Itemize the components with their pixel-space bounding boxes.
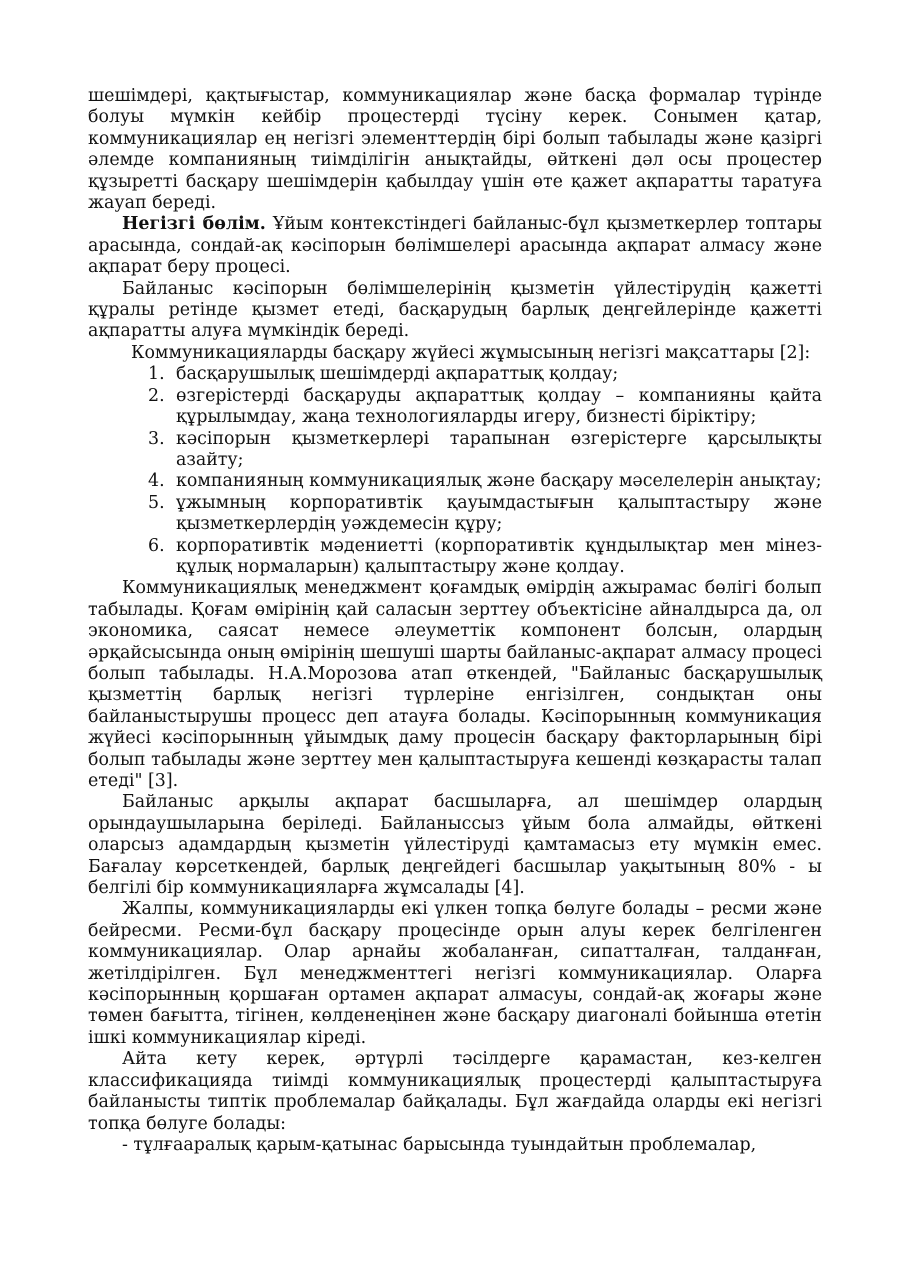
- list-item: [88, 429, 822, 472]
- paragraph-formal-informal: Жалпы, коммуникацияларды екі үлкен топқа бөлуге болады – ресми және бейресми. Ресми-бұл басқару процесінде орын алуы керек белгіленген коммуникациялар. Олар арнайы жобаланған, сипатталған, талданған, жетілдірілген. Бұл менеджменттегі негізгі коммуникациялар. Оларға кәсіпорынның қоршаған ортамен ақпарат алмасуы, сондай-ақ жоғары және төмен бағытта, тігінен, көлденеңінен және басқару диагоналі бойынша өтетін ішкі коммуникациялар кіреді.: [88, 899, 822, 1048]
- paragraph-goals-intro: Коммуникацияларды басқару жүйесі жұмысының негізгі мақсаттары [2]:: [131, 342, 811, 363]
- paragraph-intro: шешімдері, қақтығыстар, коммуникациялар және басқа формалар түрінде болуы мүмкін кейбір процестерді түсіну керек. Сонымен қатар, коммуникациялар ең негізгі элементтердің бірі болып табылады және қазіргі әлемде компанияның тиімділігін анықтайды, өйткені дәл осы процестер құзыретті басқару шешімдерін қабылдау үшін өте қажет ақпаратты таратуға жауап береді.: [88, 86, 822, 214]
- list-item: [88, 471, 822, 492]
- paragraph-main-section: [88, 214, 822, 278]
- list-item: [88, 536, 822, 579]
- paragraph-information-flow: Байланыс арқылы ақпарат басшыларға, ал шешімдер олардың орындаушыларына беріледі. Байланыссыз ұйым бола алмайды, өйткені оларсыз адамдардың қызметін үйлестіруді қамтамасыз ету мүмкін емес. Бағалау көрсеткендей, барлық деңгейдегі басшылар уақытының 80% - ы белгілі бір коммуникацияларға жұмсалады [4].: [88, 792, 822, 899]
- list-item-number: 4.: [148, 471, 165, 492]
- list-item-number: 1.: [148, 364, 165, 385]
- list-item-number: 6.: [148, 535, 165, 556]
- section-heading: Негізгі бөлім.: [122, 214, 266, 235]
- list-item-text: компанияның коммуникациялық және басқару мәселелерін анықтау;: [176, 471, 822, 492]
- paragraph-typical-problems: Айта кету керек, әртүрлі тәсілдерге қарамастан, кез-келген классификацияда тиімді коммуникациялық процестерді қалыптастыруға байланысты типтік проблемалар байқалады. Бұл жағдайда оларды екі негізгі топқа бөлуге болады:: [88, 1049, 822, 1134]
- list-item: [88, 364, 822, 385]
- list-item: [88, 386, 822, 429]
- paragraph-communication-role: Байланыс кәсіпорын бөлімшелерінің қызметін үйлестірудің қажетті құралы ретінде қызмет етеді, басқарудың барлық деңгейлерінде қажетті ақпаратты алуға мүмкіндік береді.: [88, 278, 822, 342]
- document-page: [88, 86, 822, 1156]
- list-item-number: 3.: [148, 428, 165, 449]
- list-item-text: корпоративтік мәдениетті (корпоративтік құндылықтар мен мінез-құлық нормаларын) қалыптастыру және қолдау.: [176, 535, 822, 577]
- paragraph-communication-management: Коммуникациялық менеджмент қоғамдық өмірдің ажырамас бөлігі болып табылады. Қоғам өмірінің қай саласын зерттеу объектісіне айналдырса да, ол экономика, саясат немесе әлеуметтік компонент болсын, олардың әрқайсысында оның өмірінің шешуші шарты байланыс-ақпарат алмасу процесі болып табылады. Н.А.Морозова атап өткендей, "Байланыс басқарушылық қызметтің барлық негізгі түрлеріне енгізілген, сондықтан оны байланыстырушы процесс деп атауға болады. Кәсіпорынның коммуникация жүйесі кәсіпорынның ұйымдық даму процесін басқару факторларының бірі болып табылады және зерттеу мен қалыптастыруға кешенді көзқарасты талап етеді" [3].: [88, 578, 822, 791]
- paragraph-interpersonal-problems: - тұлғааралық қарым-қатынас барысында туындайтын проблемалар,: [122, 1134, 757, 1155]
- list-item-number: 2.: [148, 385, 165, 406]
- list-item-text: кәсіпорын қызметкерлері тарапынан өзгерістерге қарсылықты азайту;: [176, 428, 822, 470]
- list-item-text: ұжымның корпоративтік қауымдастығын қалыптастыру және қызметкерлердің уәждемесін құру;: [176, 492, 822, 535]
- list-item-text: өзгерістерді басқаруды ақпараттық қолдау – компанияны қайта құрылымдау, жаңа технологияларды игеру, бизнесті біріктіру;: [176, 385, 822, 428]
- list-item: [88, 493, 822, 536]
- list-item-number: 5.: [148, 492, 165, 513]
- goals-list: [88, 364, 822, 578]
- section-heading-text: Ұйым контекстіндегі байланыс-бұл қызметкерлер топтары арасында, сондай-ақ кәсіпорын бөлімшелері арасында ақпарат алмасу және ақпарат беру процесі.: [88, 214, 822, 278]
- list-item-text: басқарушылық шешімдерді ақпараттық қолдау;: [176, 364, 619, 385]
